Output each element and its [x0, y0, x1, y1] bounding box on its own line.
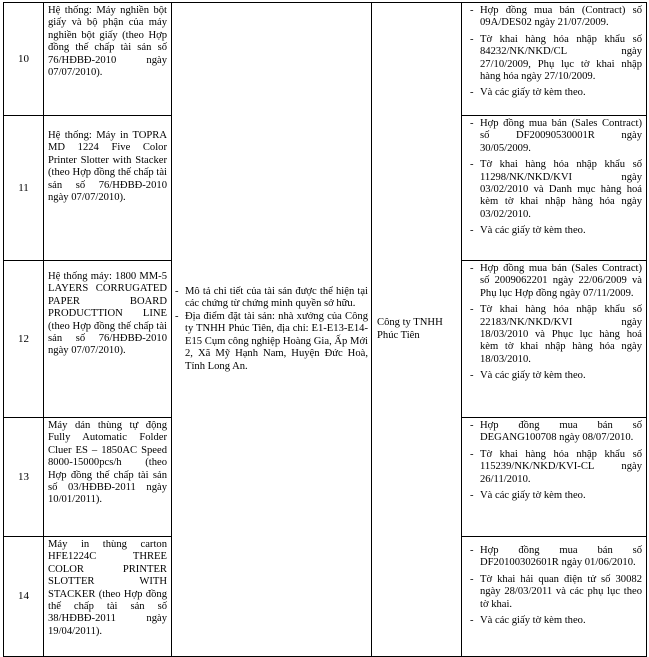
table-row — [4, 3, 647, 116]
ownership-documents — [462, 537, 647, 657]
document-item: - Hợp đồng mua bán số DF20100302601R ngày 01/06/2010. — [470, 545, 642, 570]
row-number: 14 — [4, 537, 44, 657]
asset-description: Hệ thống: Máy in TOPRA MD 1224 Five Color Printer Slotter with Stacker (theo Hợp đồng thế chấp tài sản số 76/HĐBĐ-2010 ngày 07/07/2010). — [44, 116, 172, 261]
document-item: - Tờ khai hàng hóa nhập khẩu số 22183/NK/NKD/KVI ngày 18/03/2010 và Phục lục hàng hoá kèm tờ khai nhập hàng hóa ngày 18/03/2010. — [470, 304, 642, 366]
document-item: - Hợp đồng mua bán (Sales Contract) số DF20090530001R ngày 30/05/2009. — [470, 118, 642, 155]
document-item: - Và các giấy tờ kèm theo. — [470, 225, 642, 237]
ownership-documents — [462, 261, 647, 418]
document-item: - Và các giấy tờ kèm theo. — [470, 87, 642, 99]
document-item: - Tờ khai hải quan điện tử số 30082 ngày 28/03/2011 và các phụ lục theo tờ khai. — [470, 574, 642, 611]
row-number: 13 — [4, 418, 44, 537]
row-number: 12 — [4, 261, 44, 418]
document-item: - Hợp đồng mua bán (Contract) số 09A/DES02 ngày 21/07/2009. — [470, 5, 642, 30]
asset-description: Máy in thùng carton HFE1224C THREE COLOR PRINTER SLOTTER WITH STACKER (theo Hợp đồng thế chấp tài sản số 38/HĐBĐ-2011 ngày 19/04/2011). — [44, 537, 172, 657]
asset-detail-note: - Mô tả chi tiết của tài sản được thể hiện tại các chứng từ chứng minh quyền sở hữu. — [175, 286, 368, 311]
document-item: - Hợp đồng mua bán (Sales Contract) số 2009062201 ngày 22/06/2009 và Phụ lục Hợp đồng ngày 07/11/2009. — [470, 263, 642, 300]
document-item: - Và các giấy tờ kèm theo. — [470, 490, 642, 502]
asset-location-cell — [172, 3, 372, 657]
ownership-documents — [462, 116, 647, 261]
document-item: - Và các giấy tờ kèm theo. — [470, 370, 642, 382]
asset-location-address: - Địa điểm đặt tài sản: nhà xưởng của Công ty TNHH Phúc Tiên, địa chỉ: E1-E13-E14-E15 Cụm công nghiệp Hoàng Gia, Ấp Mới 2, Xã Mỹ Hạnh Nam, Huyện Đức Hoà, Tỉnh Long An. — [175, 311, 368, 373]
asset-description: Máy dán thùng tự động Fully Automatic Folder Cluer ES – 1850AC Speed 8000-15000pcs/h (theo Hợp đồng thế chấp tài sản số 03/HĐBĐ-2011 ngày 10/01/2011). — [44, 418, 172, 537]
row-number: 10 — [4, 3, 44, 116]
document-item: - Tờ khai hàng hóa nhập khẩu số 84232/NK/NKD/CL ngày 27/10/2009, Phụ lục tờ khai nhập hàng hóa ngày 27/10/2009. — [470, 34, 642, 84]
document-item: - Và các giấy tờ kèm theo. — [470, 615, 642, 627]
ownership-documents — [462, 3, 647, 116]
document-item: - Tờ khai hàng hóa nhập khẩu số 115239/NK/NKD/KVI-CL ngày 26/11/2010. — [470, 449, 642, 486]
document-item: - Tờ khai hàng hóa nhập khẩu số 11298/NK/NKD/KVI ngày 03/02/2010 và Danh mục hàng hoá kèm tờ khai nhập hàng hóa ngày 03/02/2010. — [470, 159, 642, 221]
owner-name: Công ty TNHH Phúc Tiên — [372, 3, 462, 657]
row-number: 11 — [4, 116, 44, 261]
document-item: - Hợp đồng mua bán số DEGANG100708 ngày 08/07/2010. — [470, 420, 642, 445]
ownership-documents — [462, 418, 647, 537]
asset-table — [3, 2, 647, 657]
asset-description: Hệ thống: Máy nghiền bột giấy và bộ phận của máy nghiền bột giấy (theo Hợp đồng thế chấp tài sản số 76/HĐBĐ-2010 ngày 07/07/2010). — [44, 3, 172, 116]
asset-description: Hệ thống máy: 1800 MM-5 LAYERS CORRUGATED PAPER BOARD PRODUCTTION LINE (theo Hợp đồng thế chấp tài sản số 76/HĐBĐ-2010 ngày 07/07/2010). — [44, 261, 172, 418]
